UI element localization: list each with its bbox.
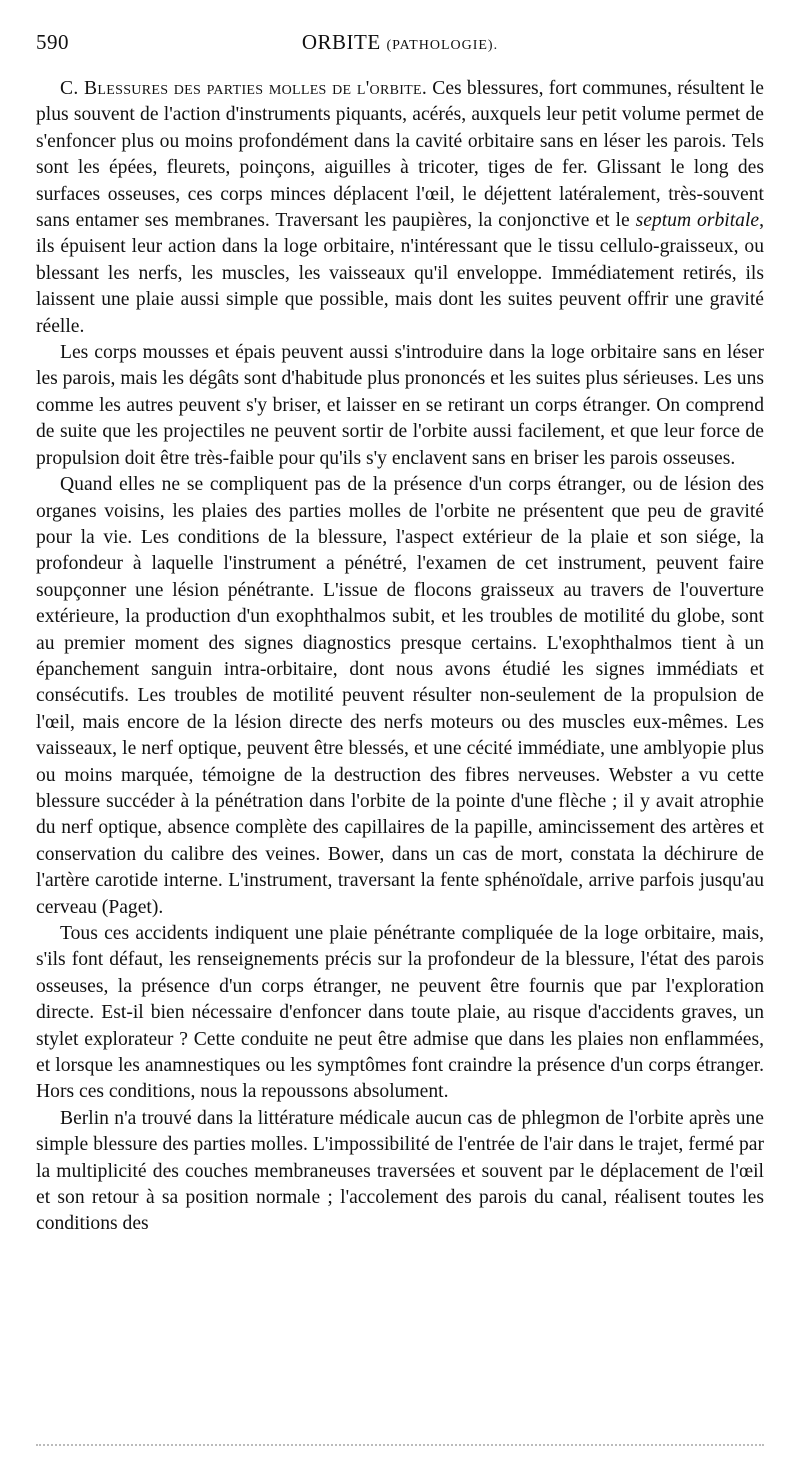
page-number: 590: [36, 30, 69, 54]
running-title-sub: (PATHOLOGIE).: [386, 38, 499, 53]
running-title-main: ORBITE: [301, 30, 381, 54]
italic-term: septum orbitale: [635, 210, 760, 232]
body-text: [36, 76, 764, 1238]
paragraph: Berlin n'a trouvé dans la littérature médicale aucun cas de phlegmon de l'orbite après une simple blessure des parties molles. L'impossibilité de l'entrée de l'air dans le trajet, fermé par la multiplicité des couches membraneuses traversées et souvent par le déplacement de l'œil et son retour à sa position normale ; l'accolement des parois du canal, réalisent toutes les conditions des: [36, 1107, 764, 1235]
paragraph-tail: , ils épuisent leur action dans la loge orbitaire, n'intéressant que le tissu cellulo-graisseux, ou blessant les nerfs, les muscles, les vaisseaux qu'il enveloppe. Immédiatement retirés, ils laissent une plaie aussi simple que possible, mais dont les suites peuvent offrir une gravité réelle.: [36, 210, 764, 337]
running-head: [36, 30, 764, 60]
paragraph: Tous ces accidents indiquent une plaie pénétrante compliquée de la loge orbitaire, mais, s'ils font défaut, les renseignements précis sur la profondeur de la blessure, l'état des parois osseuses, la présence d'un corps étranger, ne peuvent être fournis que par l'exploration directe. Est-il bien nécessaire d'enfoncer dans toute plaie, au risque d'accidents graves, un stylet explorateur ? Cette conduite ne peut être admise que dans les plaies non enflammées, et lorsque les anamnestiques ou les symptômes font craindre la présence d'un corps étranger. Hors ces conditions, nous la repoussons absolument.: [36, 923, 764, 1103]
paragraph: Les corps mousses et épais peuvent aussi s'introduire dans la loge orbitaire sans en léser les parois, mais les dégâts sont d'habitude plus prononcés et les suites plus sérieuses. Les uns comme les autres peuvent s'y briser, et laisser en se retirant un corps étranger. On comprend de suite que les projectiles ne peuvent sortir de l'orbite aussi facilement, et que leur force de propulsion doit être très-faible pour qu'ils s'y enclavent sans en briser les parois osseuses.: [36, 342, 764, 469]
paragraph: [36, 76, 764, 340]
paragraph-lead: Ces blessures, fort communes, résultent le plus souvent de l'action d'instruments piquants, acérés, auxquels leur petit volume permet de s'enfoncer plus ou moins profondément dans la cavité orbitaire sans en léser les parois. Tels sont les épées, fleurets, poinçons, aiguilles à tricoter, tiges de fer. Glissant le long des surfaces osseuses, ces corps minces déplacent l'œil, le déjettent latéralement, très-souvent sans entamer ses membranes. Traversant les paupières, la conjonctive et le: [36, 78, 764, 232]
paragraph: Quand elles ne se compliquent pas de la présence d'un corps étranger, ou de lésion des organes voisins, les plaies des parties molles de l'orbite ne présentent que peu de gravité pour la vie. Les conditions de la blessure, l'aspect extérieur de la plaie et son siége, la profondeur à laquelle l'instrument a pénétré, l'examen de cet instrument, peuvent faire soupçonner une lésion pénétrante. L'issue de flocons graisseux au travers de l'ouverture extérieure, la production d'un exophthalmos subit, et les troubles de motilité du globe, sont au premier moment des signes diagnostics presque certains. L'exophthalmos tient à un épanchement sanguin intra-orbitaire, dont nous avons étudié les signes immédiats et consécutifs. Les troubles de motilité peuvent résulter non-seulement de la propulsion de l'œil, mais encore de la lésion directe des nerfs moteurs ou des muscles eux-mêmes. Les vaisseaux, le nerf optique, peuvent être blessés, et une cécité immédiate, une amblyopie plus ou moins marquée, témoigne de la destruction des fibres nerveuses. Webster a vu cette blessure succéder à la pénétration dans l'orbite de la pointe d'une flèche ; il y avait atrophie du nerf optique, absence complète des capillaires de la papille, amincissement des artères et conservation du calibre des veines. Bower, dans un cas de mort, constata la déchirure de l'artère carotide interne. L'instrument, traversant la fente sphénoïdale, arrive parfois jusqu'au cerveau (Paget).: [36, 474, 764, 918]
footer-rule: [36, 1444, 764, 1446]
running-title: [36, 30, 764, 55]
section-heading: C. Blessures des parties molles de l'orbite.: [60, 78, 428, 99]
